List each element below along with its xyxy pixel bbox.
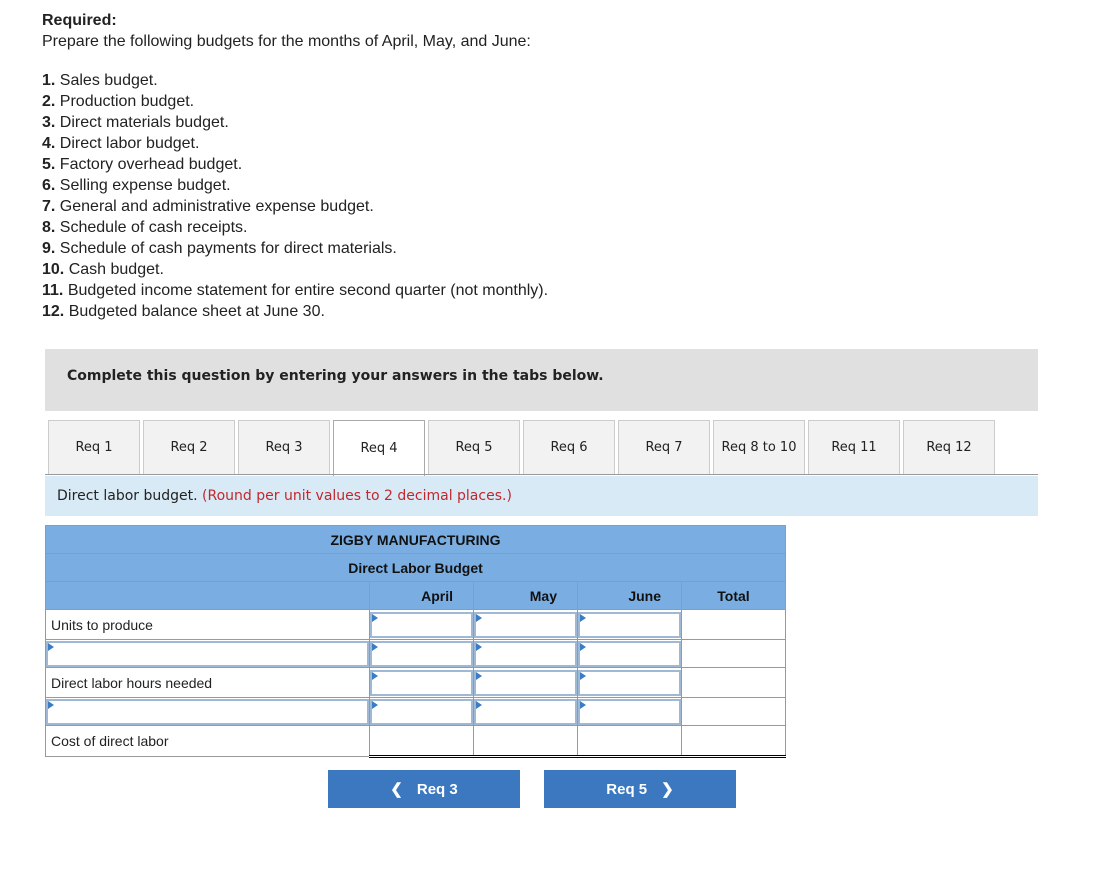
tab-req-7[interactable]: Req 7 — [618, 420, 710, 474]
cell-april[interactable] — [370, 668, 474, 698]
instruction-note: (Round per unit values to 2 decimal places.) — [202, 488, 512, 504]
amount-input[interactable] — [578, 612, 681, 638]
item-text: Budgeted income statement for entire second quarter (not monthly). — [67, 282, 549, 299]
cell-may[interactable] — [474, 640, 578, 668]
item-number: 12. — [42, 303, 65, 320]
cell-april[interactable] — [370, 610, 474, 640]
company-name: ZIGBY MANUFACTURING — [46, 526, 786, 554]
amount-input[interactable] — [474, 699, 577, 725]
requirement-item — [42, 196, 548, 217]
item-number: 9. — [42, 240, 56, 257]
cell-april[interactable] — [370, 698, 474, 726]
required-intro: Prepare the following budgets for the months of April, May, and June: — [42, 33, 531, 50]
cell-june[interactable] — [578, 698, 682, 726]
item-number: 5. — [42, 156, 56, 173]
item-text: General and administrative expense budget. — [59, 198, 374, 215]
item-text: Sales budget. — [59, 72, 158, 89]
tab-bar — [48, 420, 998, 476]
item-text: Selling expense budget. — [59, 177, 231, 194]
tab-req-8-to-10[interactable]: Req 8 to 10 — [713, 420, 805, 474]
table-row — [46, 668, 786, 698]
cell-may[interactable] — [474, 668, 578, 698]
requirement-item — [42, 301, 548, 322]
item-number: 7. — [42, 198, 56, 215]
cell-total — [682, 698, 786, 726]
table-title: Direct Labor Budget — [46, 554, 786, 582]
requirements — [42, 10, 548, 322]
cell-april[interactable] — [370, 640, 474, 668]
tab-instruction — [45, 476, 1038, 516]
cell-total — [682, 726, 786, 757]
requirement-item — [42, 259, 548, 280]
tab-req-4[interactable]: Req 4 — [333, 420, 425, 476]
row-label: Units to produce — [46, 610, 370, 640]
item-number: 3. — [42, 114, 56, 131]
chevron-left-icon: ❮ — [390, 781, 403, 798]
table-row — [46, 610, 786, 640]
row-label: Direct labor hours needed — [46, 668, 370, 698]
item-text: Budgeted balance sheet at June 30. — [68, 303, 325, 320]
amount-input[interactable] — [370, 670, 473, 696]
item-number: 2. — [42, 93, 56, 110]
amount-input[interactable] — [578, 641, 681, 667]
item-number: 6. — [42, 177, 56, 194]
item-number: 8. — [42, 219, 56, 236]
item-number: 4. — [42, 135, 56, 152]
amount-input[interactable] — [578, 699, 681, 725]
item-number: 11. — [42, 282, 64, 299]
amount-input[interactable] — [370, 641, 473, 667]
cell-total — [682, 640, 786, 668]
cell-april — [370, 726, 474, 757]
tab-req-1[interactable]: Req 1 — [48, 420, 140, 474]
item-number: 1. — [42, 72, 56, 89]
amount-input[interactable] — [578, 670, 681, 696]
item-text: Direct labor budget. — [59, 135, 200, 152]
requirement-item — [42, 91, 548, 112]
table-row — [46, 698, 786, 726]
direct-labor-budget-table — [45, 525, 786, 758]
amount-input[interactable] — [474, 670, 577, 696]
item-text: Factory overhead budget. — [59, 156, 243, 173]
cell-total — [682, 610, 786, 640]
cell-may[interactable] — [474, 698, 578, 726]
item-text: Schedule of cash payments for direct materials. — [59, 240, 397, 257]
instruction-banner: Complete this question by entering your answers in the tabs below. — [45, 349, 1038, 411]
item-number: 10. — [42, 261, 65, 278]
requirement-item — [42, 70, 548, 91]
cell-total — [682, 668, 786, 698]
amount-input[interactable] — [474, 641, 577, 667]
instruction-text: Direct labor budget. — [57, 488, 198, 504]
tab-req-12[interactable]: Req 12 — [903, 420, 995, 474]
item-text: Schedule of cash receipts. — [59, 219, 248, 236]
prev-label: Req 3 — [416, 780, 458, 798]
next-label: Req 5 — [606, 780, 648, 798]
requirement-item — [42, 217, 548, 238]
table-row — [46, 726, 786, 757]
requirements-list — [42, 70, 548, 322]
tab-req-5[interactable]: Req 5 — [428, 420, 520, 474]
chevron-right-icon: ❯ — [661, 781, 674, 798]
item-text: Production budget. — [59, 93, 195, 110]
header-blank — [46, 582, 370, 610]
prev-req-button[interactable] — [328, 770, 520, 808]
amount-input[interactable] — [370, 612, 473, 638]
column-header-april: April — [370, 582, 474, 610]
requirement-item — [42, 175, 548, 196]
item-text: Direct materials budget. — [59, 114, 229, 131]
row-label: Cost of direct labor — [46, 726, 370, 757]
requirement-item — [42, 112, 548, 133]
tab-req-6[interactable]: Req 6 — [523, 420, 615, 474]
requirement-item — [42, 154, 548, 175]
cell-june — [578, 726, 682, 757]
cell-may[interactable] — [474, 610, 578, 640]
column-header-total: Total — [682, 582, 786, 610]
amount-input[interactable] — [370, 699, 473, 725]
requirement-item — [42, 280, 548, 301]
column-header-may: May — [474, 582, 578, 610]
required-heading: Required: — [42, 12, 117, 29]
row-label-input[interactable] — [46, 641, 369, 667]
cell-june[interactable] — [578, 668, 682, 698]
requirement-item — [42, 133, 548, 154]
tab-divider — [45, 474, 1038, 475]
tab-req-11[interactable]: Req 11 — [808, 420, 900, 474]
column-header-june: June — [578, 582, 682, 610]
cell-june[interactable] — [578, 640, 682, 668]
item-text: Cash budget. — [68, 261, 164, 278]
table-row — [46, 640, 786, 668]
next-req-button[interactable] — [544, 770, 736, 808]
tab-req-2[interactable]: Req 2 — [143, 420, 235, 474]
cell-june[interactable] — [578, 610, 682, 640]
tab-req-3[interactable]: Req 3 — [238, 420, 330, 474]
amount-input[interactable] — [474, 612, 577, 638]
row-label-input[interactable] — [46, 699, 369, 725]
requirement-item — [42, 238, 548, 259]
cell-may — [474, 726, 578, 757]
